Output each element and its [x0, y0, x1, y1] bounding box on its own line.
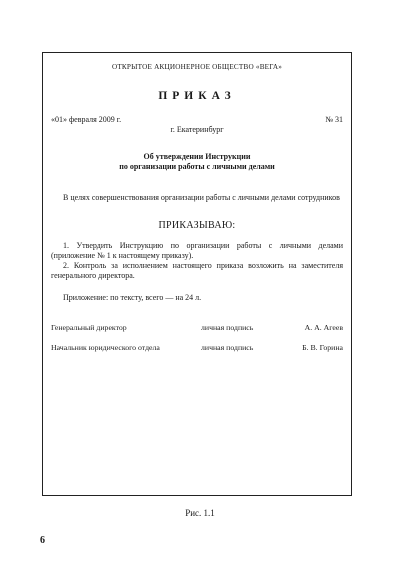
document-date: «01» февраля 2009 г.	[51, 115, 122, 124]
subject-line-2: по организации работы с личными делами	[119, 162, 275, 171]
order-document	[42, 52, 352, 496]
signature-mark: личная подпись	[201, 323, 254, 332]
document-number: № 31	[325, 115, 343, 124]
signature-position: Генеральный директор	[51, 323, 127, 332]
figure-caption: Рис. 1.1	[185, 508, 215, 518]
signature-mark: личная подпись	[201, 343, 254, 352]
appendix-note: Приложение: по тексту, всего — на 24 л.	[63, 293, 202, 302]
order-word: ПРИКАЗЫВАЮ:	[158, 220, 236, 231]
document-subject	[43, 152, 351, 172]
page-number: 6	[40, 535, 45, 546]
signature-name: А. А. Агеев	[304, 323, 343, 332]
intro-paragraph: В целях совершенствования организации работы с личными делами сотрудников	[63, 193, 340, 202]
document-city: г. Екатеринбург	[170, 125, 224, 134]
subject-line-1: Об утверждении Инструкции	[143, 152, 251, 161]
order-item-2: 2. Контроль за исполнением настоящего приказа возложить на заместителя генерального директора.	[51, 261, 343, 280]
signature-name: Б. В. Горина	[302, 343, 343, 352]
order-item-1: 1. Утвердить Инструкцию по организации работы с личными делами (приложение № 1 к настоящему приказу).	[51, 241, 343, 260]
organization-name: ОТКРЫТОЕ АКЦИОНЕРНОЕ ОБЩЕСТВО «ВЕГА»	[111, 63, 283, 71]
signature-position: Начальник юридического отдела	[51, 343, 160, 352]
document-title: ПРИКАЗ	[158, 90, 236, 102]
